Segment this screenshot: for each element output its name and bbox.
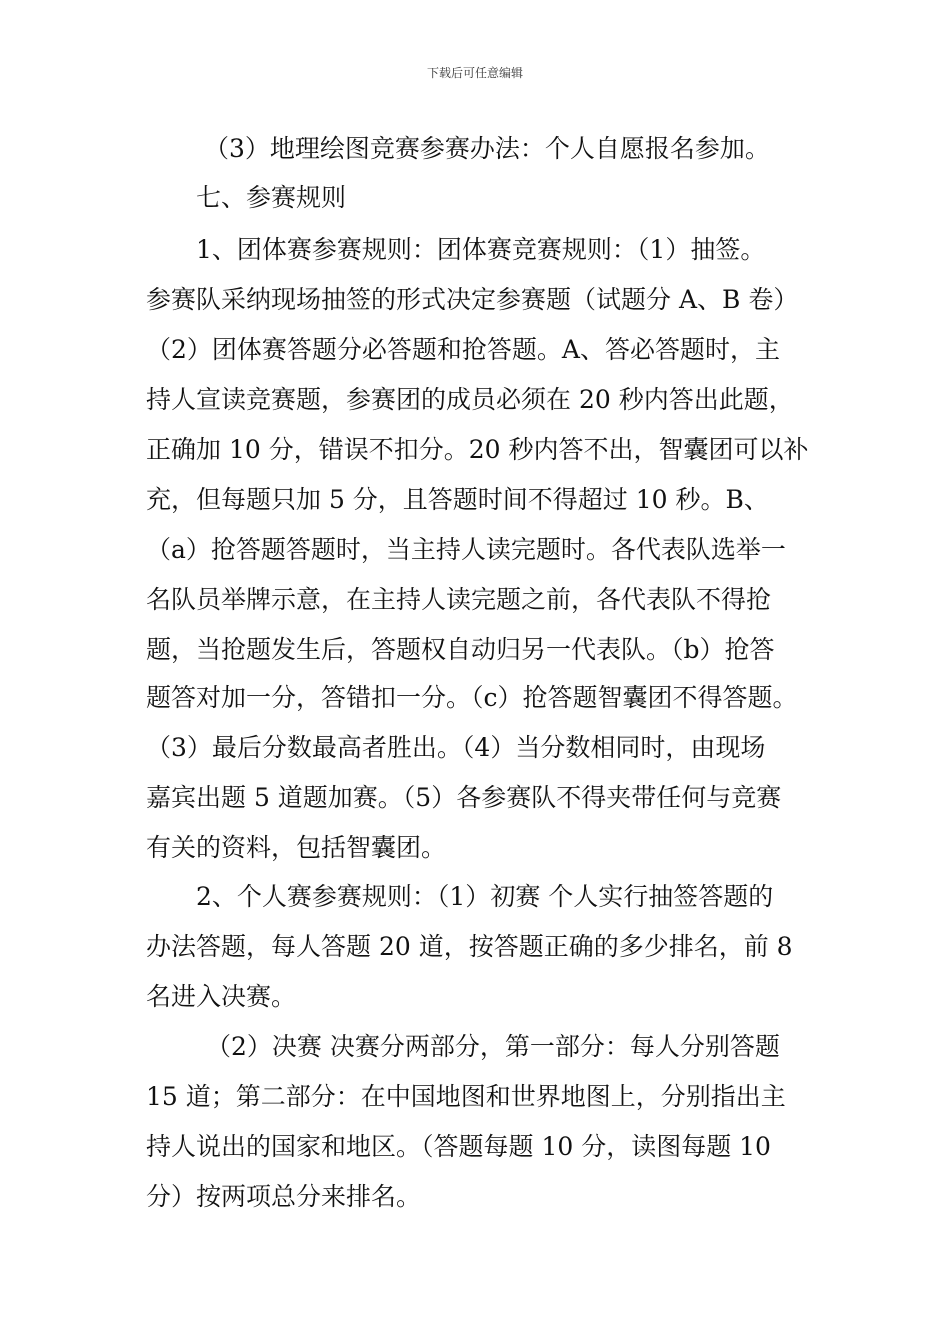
paragraph-line: 持人说出的国家和地区。（答题每题 10 分，读图每题 10 — [146, 1132, 771, 1161]
paragraph-line: 嘉宾出题 5 道题加赛。（5）各参赛队不得夹带任何与竞赛 — [146, 783, 782, 812]
paragraph-line: 办法答题，每人答题 20 道，按答题正确的多少排名，前 8 — [146, 932, 793, 961]
paragraph-line: （a）抢答题答题时，当主持人读完题时。各代表队选举一 — [146, 535, 786, 564]
paragraph-line: 分）按两项总分来排名。 — [146, 1182, 422, 1211]
paragraph-line: 题，当抢题发生后，答题权自动归另一代表队。（b）抢答 — [146, 635, 775, 664]
paragraph-line: 15 道；第二部分：在中国地图和世界地图上，分别指出主 — [146, 1082, 786, 1111]
paragraph-line: （2）团体赛答题分必答题和抢答题。A、答必答题时，主 — [146, 335, 780, 364]
paragraph-line: 正确加 10 分，错误不扣分。20 秒内答不出，智囊团可以补 — [146, 435, 809, 464]
paragraph-line: 持人宣读竞赛题，参赛团的成员必须在 20 秒内答出此题， — [146, 385, 794, 414]
paragraph-line: 名进入决赛。 — [146, 982, 297, 1011]
paragraph-line: （2）决赛 决赛分两部分，第一部分：每人分别答题 — [206, 1032, 780, 1061]
page-header: 下载后可任意编辑 — [426, 66, 523, 80]
paragraph-line: 名队员举牌示意，在主持人读完题之前，各代表队不得抢 — [146, 585, 772, 614]
paragraph-line: 有关的资料，包括智囊团。 — [146, 833, 447, 862]
paragraph-line: 参赛队采纳现场抽签的形式决定参赛题（试题分 A、B 卷） — [146, 285, 799, 314]
paragraph-line: 2、个人赛参赛规则：（1）初赛 个人实行抽签答题的 — [196, 882, 774, 911]
paragraph-line: 充，但每题只加 5 分，且答题时间不得超过 10 秒。B、 — [146, 485, 769, 514]
paragraph-line: 1、团体赛参赛规则：团体赛竞赛规则：（1）抽签。 — [196, 235, 766, 264]
paragraph-line: （3）地理绘图竞赛参赛办法：个人自愿报名参加。 — [204, 134, 770, 163]
paragraph-line: （3）最后分数最高者胜出。（4）当分数相同时，由现场 — [146, 733, 766, 762]
paragraph-line: 题答对加一分，答错扣一分。（c）抢答题智囊团不得答题。 — [146, 683, 798, 712]
section-heading: 七、参赛规则 — [196, 183, 347, 212]
